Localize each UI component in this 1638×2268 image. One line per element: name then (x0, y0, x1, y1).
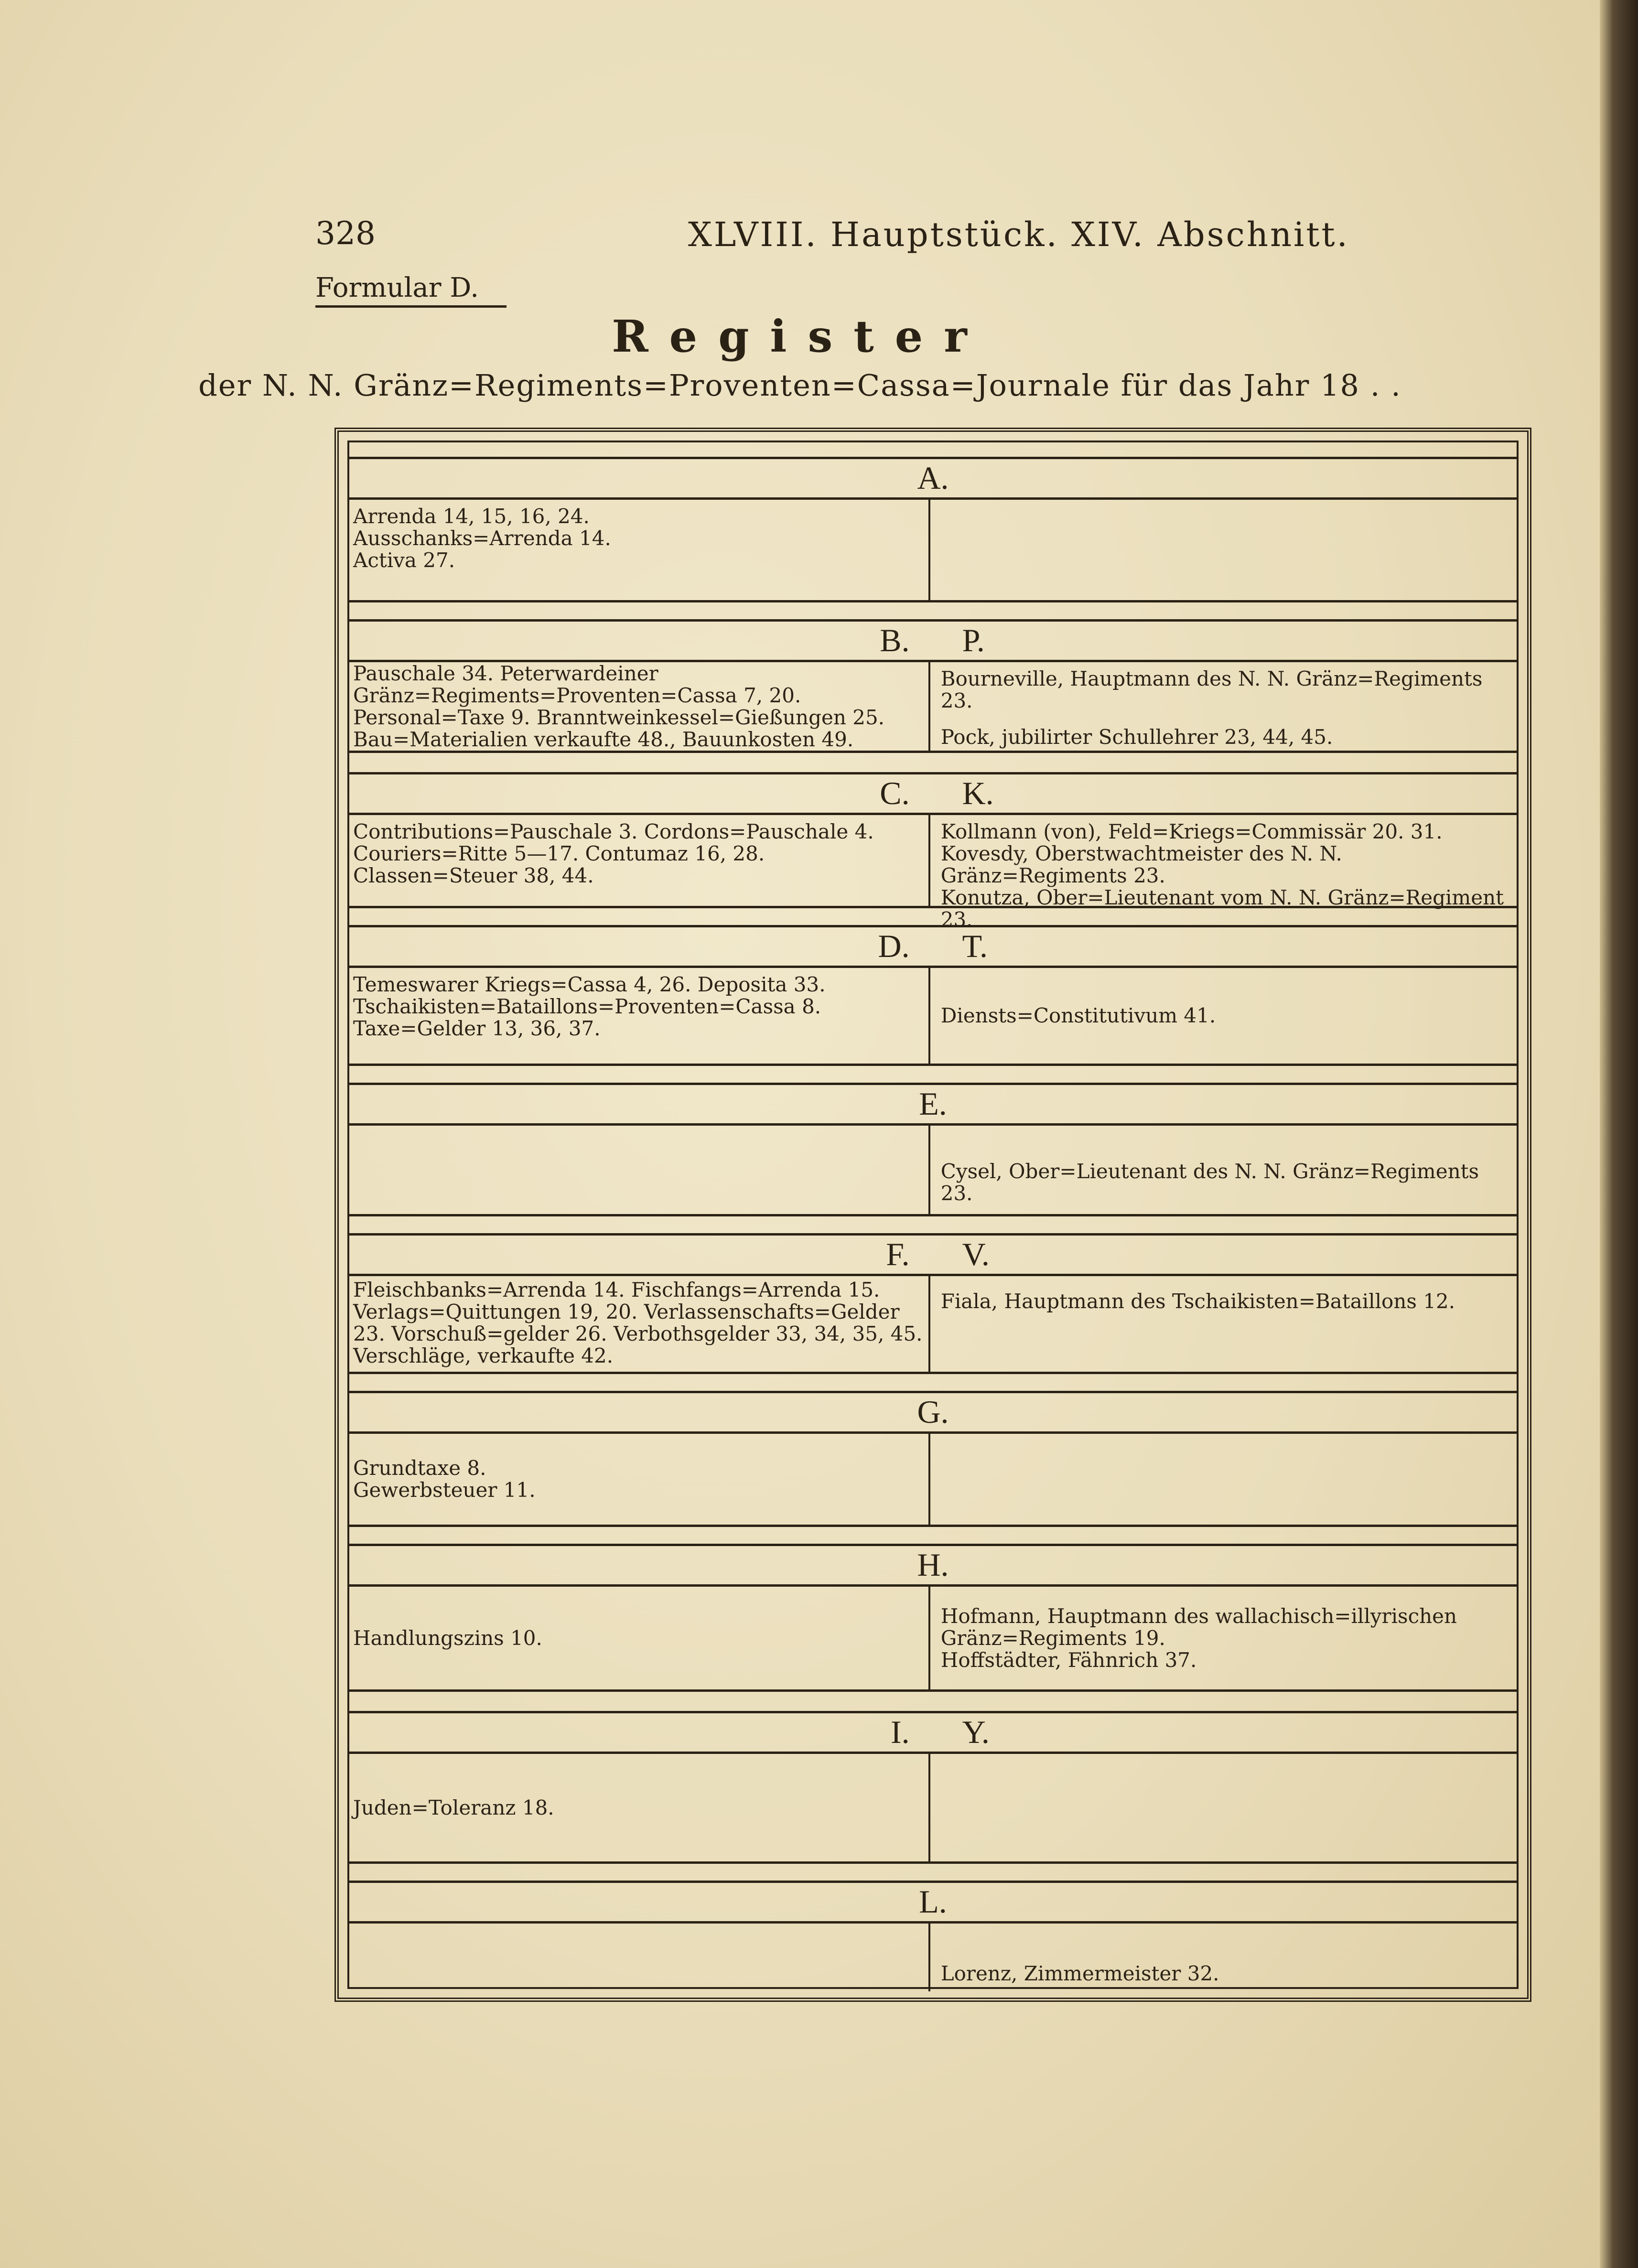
letter-row-e (349, 1083, 1517, 1126)
page-header (315, 210, 1539, 253)
entry: Fiala, Hauptmann des Tschaikisten=Bataillons 12. (940, 1290, 1455, 1313)
entry: Hofmann, Hauptmann des wallachisch=illyrischen Gränz=Regiments 19. (940, 1604, 1457, 1650)
entry: Bourneville, Hauptmann des N. N. Gränz=Regiments 23. (940, 667, 1483, 712)
left-cell (349, 1276, 928, 1372)
entry: Fleischbanks=Arrenda 14. Fischfangs=Arrenda 15. Verlags=Quittungen 19, 20. Verlassenschafts=Gelder 23. Vorschuß=gelder 26. Verbothsgelder 33, 34, 35, 45. Verschläge, verkaufte 42. (353, 1278, 923, 1367)
entry: Handlungszins 10. (353, 1626, 542, 1650)
register-title: Register (612, 311, 988, 362)
letter-row-a (349, 457, 1517, 500)
section-letter: I. (890, 1714, 910, 1750)
entry: Activa 27. (353, 548, 455, 572)
right-cell (930, 500, 1517, 600)
right-cell (930, 1276, 1517, 1372)
right-cell (930, 1924, 1517, 1991)
entry: Arrenda 14, 15, 16, 24. (353, 505, 590, 528)
register-table (334, 428, 1531, 2002)
section-letter: F. (886, 1236, 910, 1272)
section-letter: T. (962, 928, 988, 964)
letter-row-i-y (349, 1711, 1517, 1754)
form-label: Formular D. (315, 272, 506, 308)
left-cell (349, 968, 928, 1064)
letter-row-h (349, 1544, 1517, 1587)
right-cell (930, 1587, 1517, 1689)
register-row-d-t (349, 968, 1517, 1066)
section-letter: B. (880, 622, 910, 658)
register-row-b-p (349, 662, 1517, 753)
section-letter: A. (917, 460, 949, 496)
register-row-a (349, 500, 1517, 602)
running-head: XLVIII. Hauptstück. XIV. Abschnitt. (688, 215, 1349, 254)
section-letter: E. (919, 1086, 947, 1122)
entry: Ausschanks=Arrenda 14. (353, 527, 611, 550)
section-letter: L. (919, 1883, 947, 1920)
letter-row-d-t (349, 925, 1517, 968)
left-cell (349, 1434, 928, 1525)
entry: Diensts=Constitutivum 41. (940, 1004, 1216, 1027)
section-letter: Y. (962, 1714, 990, 1750)
entry: Kollmann (von), Feld=Kriegs=Commissär 20. 31. Kovesdy, Oberstwachtmeister des N. N. Gränz=Regiments 23. (940, 820, 1443, 887)
letter-row-b-p (349, 619, 1517, 662)
register-row-e (349, 1126, 1517, 1216)
entry: Temeswarer Kriegs=Cassa 4, 26. Deposita 33. (353, 973, 826, 996)
register-inner-frame (347, 441, 1519, 1989)
section-letter: D. (878, 928, 910, 964)
section-letter: V. (962, 1236, 990, 1272)
entry: Gewerbsteuer 11. (353, 1478, 536, 1502)
left-cell (349, 1754, 928, 1861)
entry: Pauschale 34. Peterwardeiner Gränz=Regiments=Proventen=Cassa 7, 20. Personal=Taxe 9. Branntweinkessel=Gießungen 25. Bau=Materialien verkaufte 48., Bauunkosten 49. (353, 661, 885, 751)
register-row-g (349, 1434, 1517, 1527)
right-cell (930, 662, 1517, 751)
right-cell (930, 1434, 1517, 1525)
left-cell (349, 662, 928, 751)
entry: Grundtaxe 8. (353, 1456, 486, 1480)
section-letter: K. (962, 775, 994, 811)
section-letter: G. (917, 1394, 949, 1430)
letter-row-l (349, 1881, 1517, 1924)
entry: Lorenz, Zimmermeister 32. (940, 1962, 1219, 1985)
right-cell (930, 1126, 1517, 1214)
register-row-h (349, 1587, 1517, 1692)
right-cell (930, 815, 1517, 931)
register-row-c-k (349, 815, 1517, 931)
letter-row-g (349, 1391, 1517, 1434)
entry: Konutza, Ober=Lieutenant vom N. N. Gränz=Regiment 23. (940, 886, 1504, 931)
section-letter: P. (962, 622, 985, 658)
entry: Hoffstädter, Fähnrich 37. (940, 1648, 1197, 1672)
section-letter: H. (917, 1547, 949, 1583)
entry: Cysel, Ober=Lieutenant des N. N. Gränz=Regiments 23. (940, 1160, 1479, 1205)
entry: Contributions=Pauschale 3. Cordons=Pauschale 4. Couriers=Ritte 5—17. Contumaz 16, 28. Classen=Steuer 38, 44. (353, 820, 874, 887)
left-cell (349, 500, 928, 600)
left-cell (349, 1126, 928, 1214)
book-binding-edge (1600, 0, 1638, 2268)
section-letter: C. (880, 775, 910, 811)
right-cell (930, 1754, 1517, 1861)
left-cell (349, 1587, 928, 1689)
entry: Tschaikisten=Bataillons=Proventen=Cassa 8. Taxe=Gelder 13, 36, 37. (353, 995, 821, 1040)
entry: Juden=Toleranz 18. (353, 1795, 554, 1819)
right-cell (930, 968, 1517, 1064)
page-number: 328 (315, 215, 376, 252)
register-subtitle: der N. N. Gränz=Regiments=Proventen=Cassa=Journale für das Jahr 18 . . (198, 368, 1401, 403)
left-cell (349, 1924, 928, 1991)
letter-row-c-k (349, 772, 1517, 815)
entry: Pock, jubilirter Schullehrer 23, 44, 45. (940, 725, 1333, 749)
register-row-f-v (349, 1276, 1517, 1374)
register-row-i-y (349, 1754, 1517, 1864)
left-cell (349, 815, 928, 906)
letter-row-f-v (349, 1233, 1517, 1276)
register-row-l (349, 1924, 1517, 1991)
